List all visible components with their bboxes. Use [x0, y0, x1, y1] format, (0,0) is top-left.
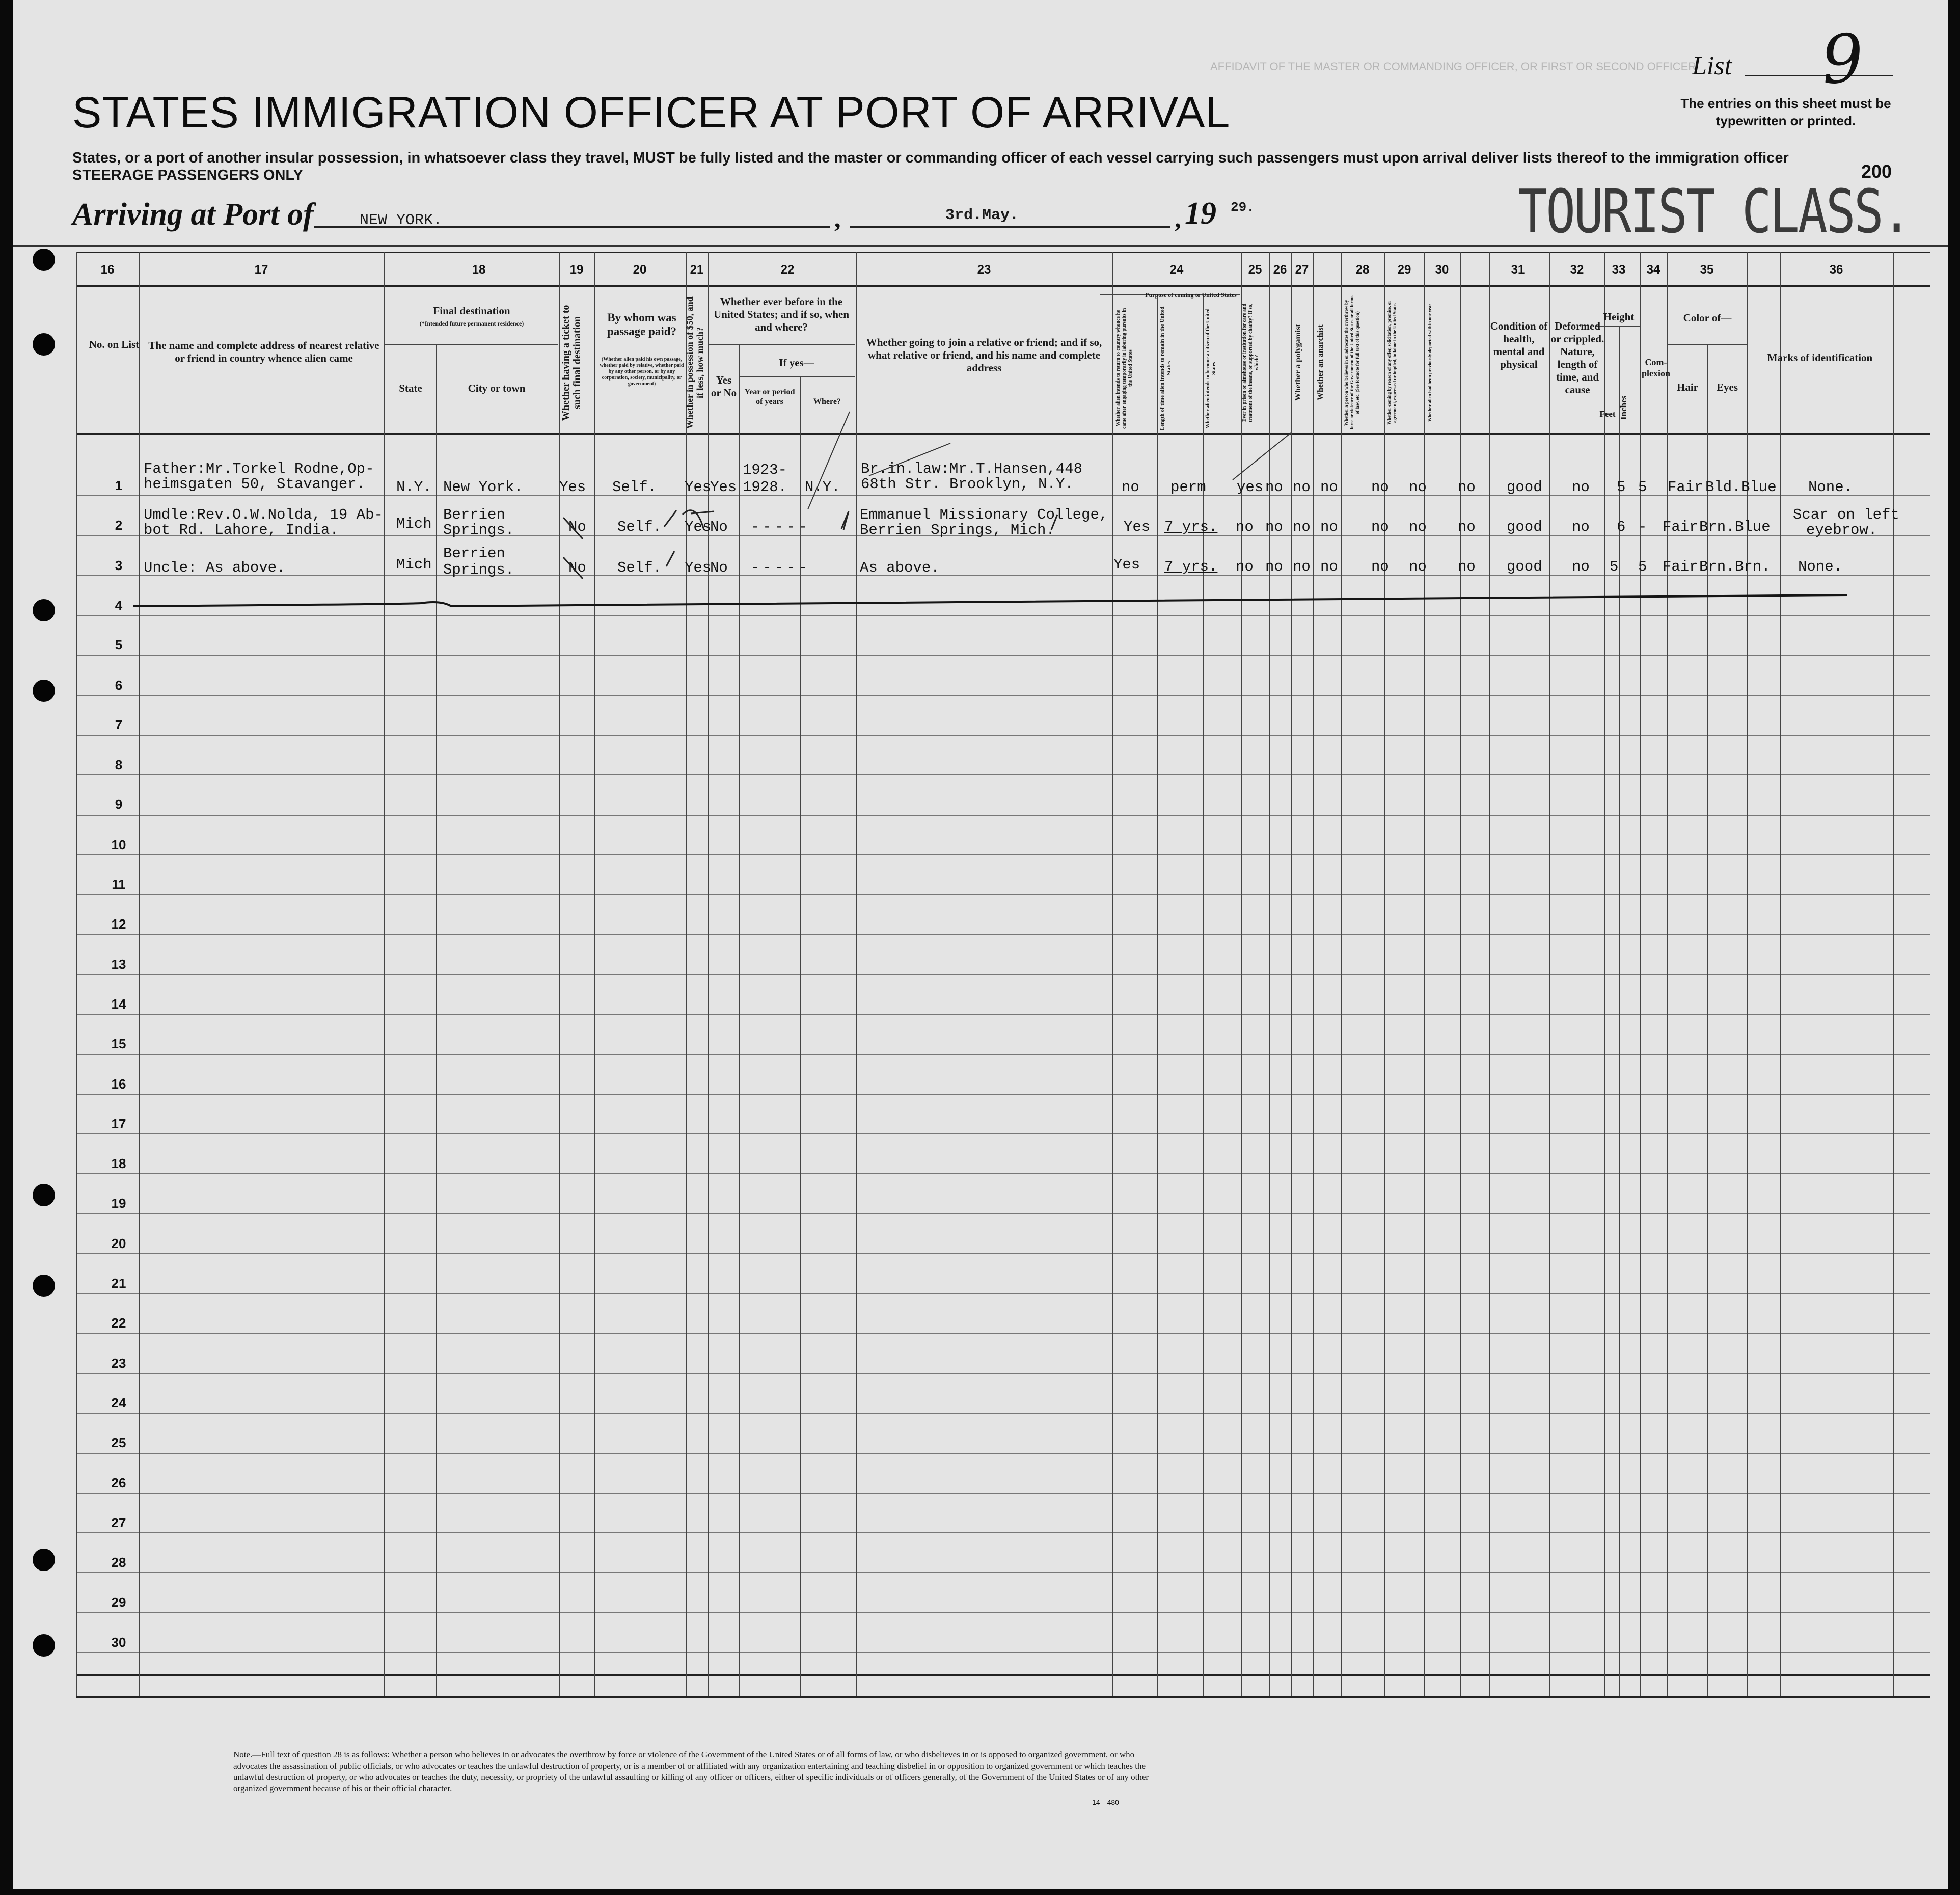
- purpose-length-value: 7 yrs.: [1164, 558, 1218, 575]
- year-suffix: 29.: [1231, 200, 1255, 215]
- joining-value: Emmanuel Missionary College,: [860, 506, 1108, 523]
- anarchist-value: no: [1320, 519, 1338, 535]
- purpose-return-value: Yes: [1113, 556, 1140, 573]
- binder-hole: [33, 1549, 55, 1571]
- row-number: 11: [112, 877, 126, 892]
- q29-header: Whether coming by reason of any offer, solicitation, promise, or agreement, expressed or implied, to labor in the United States: [1386, 300, 1397, 425]
- marks-value: None.: [1798, 558, 1843, 575]
- condition-header: Condition of health, mental and physical: [1490, 320, 1548, 370]
- column-number: 23: [977, 263, 991, 277]
- q29-value: no: [1409, 479, 1427, 496]
- q29-value: no: [1409, 519, 1427, 535]
- row-number: 12: [111, 916, 126, 932]
- handwritten-annotations: [13, 0, 1948, 1889]
- q29-value: no: [1409, 558, 1427, 575]
- prison-value: no: [1265, 479, 1283, 496]
- condition-value: good: [1507, 479, 1542, 496]
- column-number: 26: [1273, 263, 1287, 277]
- column-number: 24: [1169, 263, 1184, 277]
- deformed-header: Deformed or crippled. Nature, length of time, and cause: [1550, 320, 1604, 396]
- list-label: List: [1692, 51, 1732, 80]
- row-number: 20: [111, 1236, 126, 1251]
- purpose-citizen-header: Whether alien intends to become a citizen of the United States: [1205, 308, 1217, 428]
- column-number: 19: [569, 263, 584, 277]
- row-number: 8: [115, 757, 123, 772]
- comma-2: ,: [1175, 204, 1181, 233]
- year-period-header: Year or period of years: [744, 388, 795, 406]
- state-value: Mich: [396, 516, 432, 532]
- binder-hole: [33, 680, 55, 702]
- row-number: 14: [111, 996, 126, 1012]
- before-value: Yes: [710, 479, 737, 496]
- deformed-value: no: [1572, 558, 1590, 575]
- column-number: 36: [1829, 263, 1843, 277]
- hair-header: Hair: [1677, 381, 1698, 393]
- final-destination-header: Final destination: [433, 305, 510, 317]
- tourist-class-stamp: TOURIST CLASS.: [1518, 176, 1910, 247]
- row-number: 19: [111, 1196, 126, 1211]
- where-value: N.Y.: [805, 479, 840, 496]
- binder-hole: [33, 249, 55, 271]
- binder-hole: [33, 599, 55, 621]
- row-number: 23: [111, 1356, 126, 1371]
- purpose-return-header: Whether alien intends to return to country whence he came after engaging temporarily in laboring pursuits in the United States: [1115, 308, 1133, 429]
- row-number: 5: [115, 637, 123, 653]
- row-number: 17: [111, 1116, 126, 1131]
- column-number: 32: [1570, 263, 1584, 277]
- ticket-value: No: [568, 519, 586, 535]
- column-number: 20: [633, 263, 647, 277]
- row-number: 18: [111, 1156, 126, 1171]
- years-value: 1923-: [743, 462, 787, 478]
- row-number: 25: [111, 1435, 126, 1450]
- row-number: 13: [111, 957, 126, 972]
- purpose-citizen-value: no: [1236, 558, 1254, 575]
- ticket-value: No: [568, 559, 586, 576]
- manifest-sheet: [13, 0, 1948, 1889]
- purpose-length-value: perm: [1170, 479, 1206, 496]
- ticket-header: Whether having a ticket to such final destination: [560, 305, 583, 421]
- list-number: 9: [1818, 19, 1866, 99]
- marks-value: eyebrow.: [1806, 522, 1877, 538]
- arriving-label: Arriving at Port of: [72, 197, 314, 232]
- complexion-value: Fair: [1668, 479, 1703, 496]
- column-number: 17: [254, 263, 268, 277]
- q30-value: no: [1458, 479, 1476, 496]
- footnote: Note.—Full text of question 28 is as follows: Whether a person who believes in or advocates the overthrow by force or violence of the Government of the United States or of all forms of law, or who disbelieves in or is opposed to organized government, or who advocates the assassination of public officials, or who advocates or teaches the unlawful destruction of property, or is a member of or affiliated with any organization entertaining and teaching disbelief in or opposition to organized government or which teaches the unlawful destruction of property, or who advocates or teaches the duty, necessity, or propriety of the unlawful assaulting or killing of any officer or officers, either of specific individuals or of officers generally, of the Government of the United States or of any other organized government because of his or their official character.: [233, 1750, 1149, 1793]
- binder-hole: [33, 1275, 55, 1297]
- money-value: Yes: [685, 519, 712, 535]
- feet-value: 6: [1617, 519, 1626, 535]
- purpose-citizen-value: no: [1236, 519, 1254, 535]
- ticket-value: Yes: [559, 479, 586, 496]
- row-number: 16: [111, 1076, 126, 1092]
- city-value: Springs.: [443, 561, 514, 578]
- feet-header: Feet: [1599, 409, 1616, 419]
- date-value: 3rd.May.: [945, 207, 1019, 224]
- column-number: 21: [690, 263, 704, 277]
- purpose-return-value: no: [1122, 479, 1139, 496]
- money-header: Whether in possession of $50, and if less, how much?: [685, 296, 705, 429]
- row-number: 6: [115, 678, 123, 693]
- row-number: 26: [111, 1475, 126, 1491]
- joining-value: As above.: [860, 559, 940, 576]
- row-number: 3: [115, 558, 123, 573]
- prison-value: no: [1265, 519, 1283, 535]
- column-number: 34: [1646, 263, 1660, 277]
- years-value: -----: [751, 519, 811, 535]
- years-value: 1928.: [743, 479, 787, 496]
- city-header: City or town: [468, 382, 526, 394]
- row-number: 9: [115, 797, 123, 812]
- column-number: 18: [472, 263, 486, 277]
- eyes-value: Brn.: [1735, 558, 1771, 575]
- state-header: State: [399, 382, 422, 394]
- binder-hole: [33, 1184, 55, 1206]
- height-header: Height: [1603, 311, 1635, 323]
- form-code: 14—480: [1092, 1798, 1119, 1806]
- complexion-value: Fair: [1663, 558, 1698, 575]
- row-number: 28: [111, 1555, 126, 1570]
- marks-header: Marks of identification: [1767, 351, 1873, 364]
- joining-value: Br.in.law:Mr.T.Hansen,448: [861, 461, 1083, 477]
- row-number: 2: [115, 518, 123, 533]
- city-value: Springs.: [443, 522, 514, 538]
- binder-hole: [33, 333, 55, 356]
- purpose-header: Purpose of coming to United States: [1145, 291, 1237, 299]
- column-number: 22: [780, 263, 795, 277]
- polygamist-value: no: [1293, 519, 1311, 535]
- row-number: 22: [111, 1315, 126, 1331]
- row-number: 24: [111, 1395, 126, 1411]
- column-number: 30: [1435, 263, 1449, 277]
- prison-header: Ever in prison or almshouse or institution for care and treatment of the insane, or supported by charity? If so, which?: [1242, 303, 1260, 422]
- inches-value: -: [1638, 519, 1647, 535]
- polygamist-value: no: [1293, 558, 1311, 575]
- purpose-length-value: 7 yrs.: [1164, 519, 1218, 535]
- relative-address: Uncle: As above.: [144, 559, 286, 576]
- relative-abroad-header: The name and complete address of nearest relative or friend in country whence alien came: [148, 339, 379, 364]
- paid-value: Self.: [612, 479, 657, 496]
- hair-value: Brn.: [1699, 519, 1735, 535]
- deformed-value: no: [1572, 479, 1590, 496]
- column-number: 29: [1397, 263, 1411, 277]
- inches-value: 5: [1638, 558, 1647, 575]
- binder-hole: [33, 1634, 55, 1657]
- deformed-value: no: [1572, 519, 1590, 535]
- q28-value: no: [1371, 479, 1389, 496]
- eyes-header: Eyes: [1717, 381, 1738, 393]
- marks-value: Scar on left: [1793, 506, 1899, 523]
- eyes-value: Blue: [1735, 519, 1771, 535]
- passage-paid-note: (Whether alien paid his own passage, whether paid by relative, whether paid by any other person, or by any corporation, society, municipality, or government): [600, 357, 684, 387]
- column-number: 33: [1612, 263, 1626, 277]
- joining-value: Berrien Springs, Mich.: [860, 522, 1055, 538]
- polygamist-value: no: [1293, 479, 1311, 496]
- years-value: -----: [751, 559, 811, 576]
- eyes-value: Blue: [1741, 479, 1777, 496]
- column-number: 35: [1700, 263, 1714, 277]
- page-title: STATES IMMIGRATION OFFICER AT PORT OF ARRIVAL: [72, 88, 1231, 137]
- q28-value: no: [1371, 519, 1389, 535]
- row-number: 30: [111, 1635, 126, 1650]
- row-number: 4: [115, 598, 123, 613]
- inches-header: Inches: [1619, 395, 1628, 420]
- row-number: 29: [111, 1594, 126, 1610]
- column-number: 31: [1511, 263, 1525, 277]
- joining-value: 68th Str. Brooklyn, N.Y.: [861, 476, 1074, 493]
- city-value: New York.: [443, 479, 523, 496]
- subtitle-line-2: STEERAGE PASSENGERS ONLY: [72, 167, 303, 183]
- joining-header: Whether going to join a relative or friend; and if so, what relative or friend, and his name and complete address: [866, 336, 1102, 374]
- relative-address: bot Rd. Lahore, India.: [144, 522, 339, 538]
- typewritten-note: The entries on this sheet must be typewritten or printed.: [1680, 96, 1891, 128]
- state-value: Mich: [396, 556, 432, 573]
- q30-header: Whether alien had been previously deported within one year: [1427, 303, 1432, 422]
- row-number: 27: [111, 1515, 126, 1530]
- before-value: No: [710, 519, 728, 535]
- comma-1: ,: [834, 204, 841, 233]
- city-value: Berrien: [443, 506, 505, 523]
- year-prefix: 19: [1185, 196, 1216, 231]
- purpose-return-value: Yes: [1124, 519, 1151, 535]
- anarchist-value: no: [1320, 558, 1338, 575]
- if-yes-header: If yes—: [779, 357, 814, 369]
- purpose-citizen-value: yes: [1237, 479, 1264, 496]
- row-number: 21: [111, 1276, 126, 1291]
- polygamist-header: Whether a polygamist: [1294, 324, 1302, 401]
- column-number: 16: [100, 263, 115, 277]
- q30-value: no: [1458, 558, 1476, 575]
- column-number: 27: [1295, 263, 1309, 277]
- state-value: N.Y.: [396, 479, 432, 496]
- prison-value: no: [1265, 558, 1283, 575]
- feet-value: 5: [1610, 558, 1619, 575]
- city-value: Berrien: [443, 545, 505, 562]
- feet-value: 5: [1617, 479, 1626, 496]
- row-number: 10: [111, 837, 126, 852]
- q28-value: no: [1371, 558, 1389, 575]
- no-on-list-header: No. on List: [89, 338, 140, 350]
- row-number: 1: [115, 478, 123, 493]
- column-number: 28: [1355, 263, 1370, 277]
- inches-value: 5: [1638, 479, 1647, 496]
- ever-before-header: Whether ever before in the United States; and if so, when and where?: [713, 295, 850, 333]
- q30-value: no: [1458, 519, 1476, 535]
- row-number: 15: [111, 1036, 126, 1051]
- anarchist-value: no: [1320, 479, 1338, 496]
- marks-value: None.: [1808, 479, 1853, 496]
- q28-header: Whether a person who believes in or advocates the overthrow by force or violence of the Government of the United States or all forms of law, etc. (See footnote for full text of this question): [1344, 295, 1360, 430]
- complexion-header: Com-plexion: [1641, 357, 1670, 378]
- faint-header-text: AFFIDAVIT OF THE MASTER OR COMMANDING OFFICER, OR FIRST OR SECOND OFFICER: [1210, 60, 1697, 73]
- relative-address: Father:Mr.Torkel Rodne,Op-: [144, 461, 374, 477]
- row-number: 7: [115, 717, 123, 733]
- final-destination-note: (*Intended future permanent residence): [419, 320, 524, 327]
- hair-value: Brn.: [1699, 558, 1735, 575]
- yes-or-no-header: Yes or No: [711, 374, 737, 399]
- paid-value: Self.: [617, 559, 662, 576]
- hair-value: Bld.: [1705, 479, 1741, 496]
- condition-value: good: [1507, 519, 1542, 535]
- anarchist-header: Whether an anarchist: [1316, 324, 1325, 401]
- condition-value: good: [1507, 558, 1542, 575]
- column-number: 25: [1248, 263, 1262, 277]
- money-value: Yes: [685, 559, 712, 576]
- page-number: 200: [1861, 161, 1892, 182]
- passage-paid-header: By whom was passage paid?: [607, 311, 677, 338]
- complexion-value: Fair: [1663, 519, 1698, 535]
- purpose-length-header: Length of time alien intends to remain in the United States: [1159, 306, 1172, 430]
- color-of-header: Color of—: [1683, 312, 1732, 324]
- before-value: No: [710, 559, 728, 576]
- where-header: Where?: [813, 397, 841, 406]
- money-value: Yes: [685, 479, 712, 496]
- relative-address: Umdle:Rev.O.W.Nolda, 19 Ab-: [144, 506, 383, 523]
- relative-address: heimsgaten 50, Stavanger.: [144, 476, 366, 493]
- paid-value: Self.: [617, 519, 662, 535]
- subtitle-line-1: States, or a port of another insular possession, in whatsoever class they travel, MUST be fully listed and the master or commanding officer of each vessel carrying such passengers must upon arrival deliver lists thereof to the immigration officer: [72, 150, 1789, 166]
- port-value: NEW YORK.: [360, 212, 443, 229]
